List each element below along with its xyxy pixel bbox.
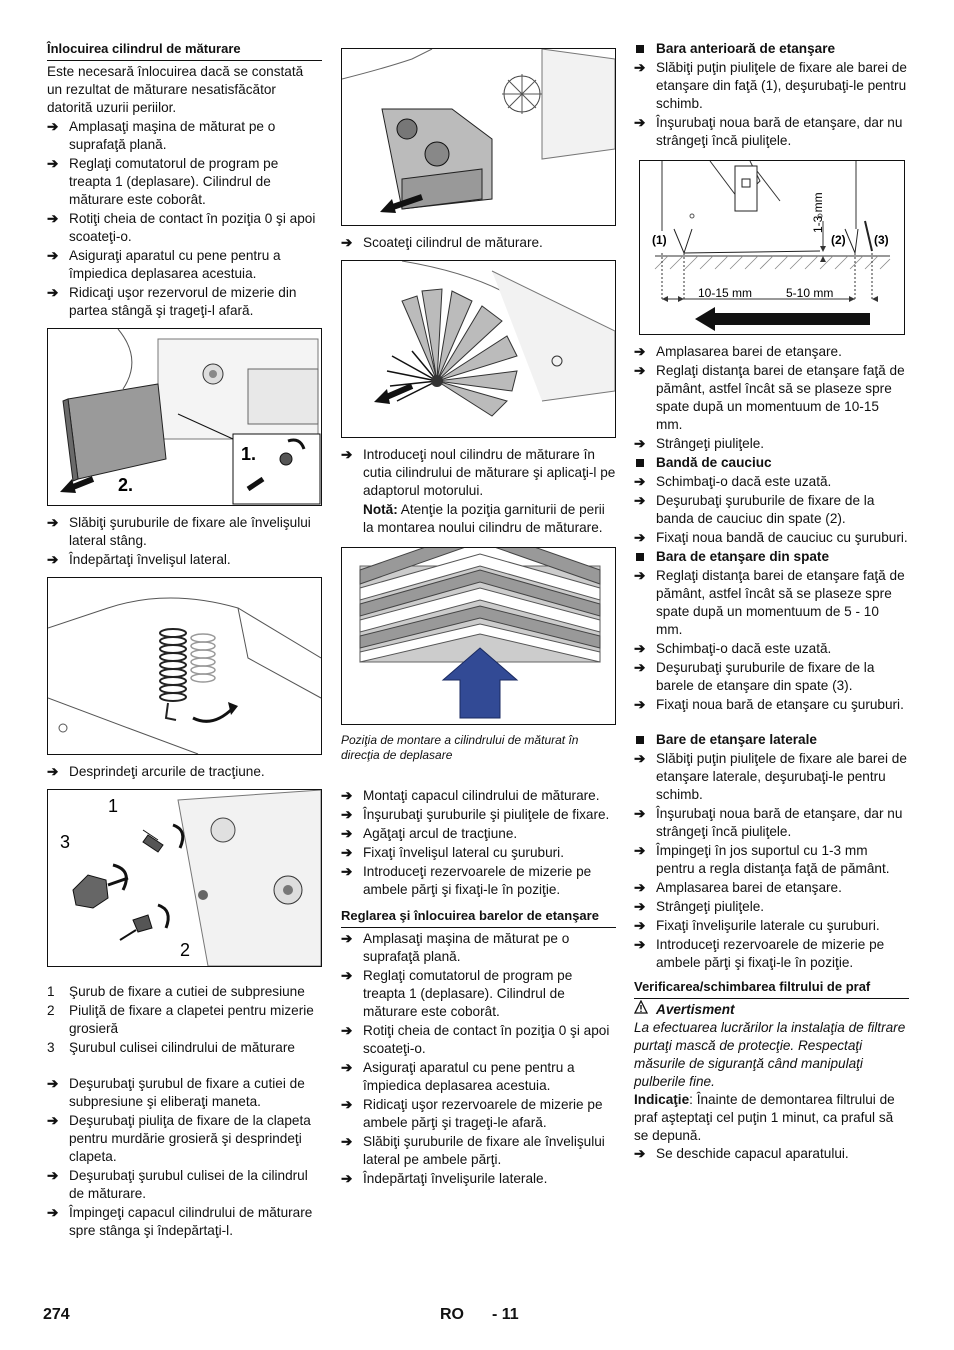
step-item: ➔ Fixaţi noua bandă de cauciuc cu şuruburi. — [634, 530, 908, 545]
step-item: ➔ Îndepărtaţi învelişurile laterale. — [341, 1171, 548, 1186]
step-item: ➔ Slăbiţi şuruburile de fixare ale învelişului lateral pe ambele părţi. — [341, 1134, 605, 1167]
step-item: ➔ Introduceţi rezervoarele de mizerie pe ambele părţi şi fixaţi-le în poziţie. — [341, 864, 592, 897]
arrow-icon: ➔ — [634, 697, 646, 712]
figure-brush-direction — [341, 547, 616, 725]
arrow-icon: ➔ — [634, 60, 646, 75]
arrow-icon: ➔ — [47, 211, 59, 226]
arrow-icon: ➔ — [634, 843, 646, 858]
step-item: ➔ Slăbiţi şuruburile de fixare ale învelişului lateral stâng. — [47, 515, 311, 548]
step-item: ➔ Reglaţi distanţa barei de etanşare faţă de pământ, astfel încât să se plaseze spre spate după un momentuum de 5 - 10 mm. — [634, 568, 905, 637]
arrow-icon: ➔ — [47, 156, 59, 171]
figure-side-cover — [47, 328, 322, 506]
warning-icon — [634, 1000, 648, 1019]
arrow-icon: ➔ — [634, 806, 646, 821]
note-text: Notă: Atenţie la poziţia garniturii de perii la montarea noului cilindru de măturare. — [363, 502, 605, 535]
arrow-icon: ➔ — [47, 1113, 59, 1128]
step-item: ➔ Strângeţi piuliţele. — [634, 899, 765, 914]
fig1-label-1: 1. — [241, 444, 257, 464]
legend-item: 3 Şurubul culisei cilindrului de măturare — [47, 1040, 295, 1055]
arrow-icon: ➔ — [634, 530, 646, 545]
figure-caption: Poziţia de montare a cilindrului de măturat în direcţia de deplasare — [341, 733, 579, 762]
figure-sealing-bars — [639, 160, 905, 335]
arrow-icon: ➔ — [341, 1134, 353, 1149]
legend-item: 1 Şurub de fixare a cutiei de subpresiune — [47, 984, 305, 999]
step-item: ➔ Reglaţi comutatorul de program pe treapta 1 (deplasare). Cilindrul de măturare este coborât. — [341, 968, 573, 1019]
step-item: ➔ Amplasarea barei de etanşare. — [634, 880, 842, 895]
fig-dim-5-10: 5-10 mm — [786, 286, 834, 300]
warning-text: La efectuarea lucrărilor la instalaţia de filtrare purtaţi mască de protecţie. Respectaţi măsurile de siguranţă când manipulaţi pulberile fine. — [634, 1020, 906, 1089]
step-item: ➔ Fixaţi învelişul lateral cu şuruburi. — [341, 845, 564, 860]
subheading-front-bar: Bara anterioară de etanşare — [634, 40, 909, 58]
arrow-icon: ➔ — [47, 1205, 59, 1220]
step-item: ➔ Înşurubaţi şuruburile şi piuliţele de fixare. — [341, 807, 610, 822]
arrow-icon: ➔ — [341, 788, 353, 803]
step-item: ➔ Deşurubaţi şuruburile de fixare de la barele de etanşare din spate (3). — [634, 660, 875, 693]
arrow-icon: ➔ — [634, 568, 646, 583]
arrow-icon: ➔ — [47, 1076, 59, 1091]
fig3-label-3: 3 — [60, 832, 71, 852]
step-item: ➔ Amplasaţi maşina de măturat pe o suprafaţă plană. — [47, 119, 276, 152]
arrow-icon: ➔ — [341, 845, 353, 860]
legend-list — [47, 983, 322, 1057]
step-item: ➔ Reglaţi distanţa barei de etanşare faţă de pământ, astfel încât să se plaseze spre spate după un momentuum de 10-15 mm. — [634, 363, 905, 432]
fig-label-1: (1) — [652, 233, 667, 247]
steps-list-sealing — [341, 930, 616, 1188]
legend-item: 2 Piuliţă de fixare a clapetei pentru mizerie grosieră — [47, 1003, 314, 1036]
step-item: ➔ Introduceţi noul cilindru de măturare în cutia cilindrului de măturare şi aplicaţi-l pe adaptorul motorului. — [341, 447, 616, 498]
step-item: ➔ Reglaţi comutatorul de program pe treapta 1 (deplasare). Cilindrul de măturare este coborât. — [47, 156, 279, 207]
section-heading-replace-roller: Înlocuirea cilindrul de măturare — [47, 40, 322, 61]
arrow-icon: ➔ — [341, 447, 353, 462]
arrow-icon: ➔ — [47, 285, 59, 300]
step-item: ➔ Amplasaţi maşina de măturat pe o suprafaţă plană. — [341, 931, 570, 964]
arrow-icon: ➔ — [634, 363, 646, 378]
arrow-icon: ➔ — [341, 1097, 353, 1112]
subheading-rear-bar: Bara de etanşare din spate — [634, 548, 909, 566]
step-item: ➔ Slăbiţi puţin piuliţele de fixare ale barei de etanşare din faţă (1), deşurubaţi-le pentru schimb. — [634, 60, 907, 111]
step-item: ➔ Asiguraţi aparatul cu pene pentru a împiedica deplasarea acestuia. — [47, 248, 281, 281]
arrow-icon: ➔ — [341, 1023, 353, 1038]
column-1 — [47, 40, 322, 1241]
step-item: ➔ Împingeţi în jos suportul cu 1-3 mm pentru a regla distanţa faţă de pământ. — [634, 843, 890, 876]
step-item: ➔ Înşurubaţi noua bară de etanşare, dar nu strângeţi încă piuliţele. — [634, 806, 903, 839]
arrow-icon: ➔ — [634, 641, 646, 656]
arrow-icon: ➔ — [634, 918, 646, 933]
arrow-icon: ➔ — [47, 248, 59, 263]
subheading-rubber-band: Bandă de cauciuc — [634, 454, 909, 472]
fig3-label-1: 1 — [108, 796, 119, 816]
fig-label-3: (3) — [874, 233, 889, 247]
step-item: ➔ Montaţi capacul cilindrului de măturare. — [341, 788, 600, 803]
figure-screws — [47, 789, 322, 967]
arrow-icon: ➔ — [634, 344, 646, 359]
step-item: ➔ Introduceţi rezervoarele de mizerie pe ambele părţi şi fixaţi-le în poziţie. — [634, 937, 885, 970]
arrow-icon: ➔ — [47, 764, 59, 779]
arrow-icon: ➔ — [634, 493, 646, 508]
step-item: ➔ Deşurubaţi şurubul de fixare a cutiei de subpresiune şi eliberaţi maneta. — [47, 1076, 305, 1109]
step-item: ➔ Fixaţi învelişurile laterale cu şuruburi. — [634, 918, 880, 933]
arrow-icon: ➔ — [341, 826, 353, 841]
fig3-label-2: 2 — [180, 940, 191, 960]
arrow-icon: ➔ — [47, 515, 59, 530]
fig-dim-1-3: 1-3 mm — [811, 192, 825, 233]
arrow-icon: ➔ — [341, 864, 353, 879]
arrow-icon: ➔ — [634, 474, 646, 489]
step-item: ➔ Scoateţi cilindrul de măturare. — [341, 235, 543, 250]
fig-dim-10-15: 10-15 mm — [698, 286, 753, 300]
arrow-icon: ➔ — [634, 115, 646, 130]
arrow-icon: ➔ — [341, 807, 353, 822]
arrow-icon: ➔ — [47, 1168, 59, 1183]
step-item: ➔ Schimbaţi-o dacă este uzată. — [634, 641, 832, 656]
figure-remove-roller — [341, 48, 616, 226]
arrow-icon: ➔ — [341, 235, 353, 250]
step-item: ➔ Înşurubaţi noua bară de etanşare, dar nu strângeţi încă piuliţele. — [634, 115, 903, 148]
arrow-icon: ➔ — [47, 119, 59, 134]
step-item: ➔ Ridicaţi uşor rezervorul de mizerie din partea stângă şi trageţi-l afară. — [47, 285, 297, 318]
arrow-icon: ➔ — [634, 751, 646, 766]
step-item: ➔ Asiguraţi aparatul cu pene pentru a împiedica deplasarea acestuia. — [341, 1060, 575, 1093]
arrow-icon: ➔ — [341, 1171, 353, 1186]
arrow-icon: ➔ — [634, 436, 646, 451]
step-item: ➔ Ridicaţi uşor rezervoarele de mizerie pe ambele părţi şi trageţi-le afară. — [341, 1097, 603, 1130]
step-item: ➔ Rotiţi cheia de contact în poziţia 0 şi apoi scoateţi-o. — [341, 1023, 610, 1056]
steps-list-1 — [47, 118, 322, 320]
arrow-icon: ➔ — [341, 931, 353, 946]
arrow-icon: ➔ — [47, 552, 59, 567]
fig-label-2: (2) — [831, 233, 846, 247]
steps-list-mount — [341, 787, 616, 899]
arrow-icon: ➔ — [634, 880, 646, 895]
arrow-icon: ➔ — [341, 1060, 353, 1075]
step-item: ➔ Rotiţi cheia de contact în poziţia 0 şi apoi scoateţi-o. — [47, 211, 316, 244]
step-item: ➔ Agăţaţi arcul de tracţiune. — [341, 826, 518, 841]
step-item: ➔ Desprindeţi arcurile de tracţiune. — [47, 764, 265, 779]
hint-text: Indicaţie: Înainte de demontarea filtrului de praf aşteptaţi cel puţin 1 minut, ca praful să se depună. — [634, 1092, 895, 1143]
section-heading-sealing-bars: Reglarea şi înlocuirea barelor de etanşare — [341, 907, 616, 928]
page-number: 274 — [43, 1306, 70, 1323]
step-item: ➔ Fixaţi noua bară de etanşare cu şuruburi. — [634, 697, 904, 712]
intro-text: Este necesară înlocuirea dacă se constată un rezultat de măturare nesatisfăcător datorită uzurii periilor. — [47, 64, 304, 115]
step-item: ➔ Îndepărtaţi învelişul lateral. — [47, 552, 231, 567]
step-item: ➔ Deşurubaţi piuliţa de fixare de la clapeta pentru murdărie grosieră şi desprindeţi clapeta. — [47, 1113, 311, 1164]
arrow-icon: ➔ — [634, 660, 646, 675]
step-item: ➔ Deşurubaţi şuruburile de fixare de la banda de cauciuc din spate (2). — [634, 493, 875, 526]
arrow-icon: ➔ — [634, 937, 646, 952]
step-item: ➔ Strângeţi piuliţele. — [634, 436, 765, 451]
figure-tension-spring — [47, 577, 322, 755]
arrow-icon: ➔ — [634, 899, 646, 914]
section-page-number: - 11 — [492, 1306, 519, 1323]
step-item: ➔ Împingeţi capacul cilindrului de măturare spre stânga şi îndepărtaţi-l. — [47, 1205, 313, 1238]
step-item: ➔ Deşurubaţi şurubul culisei de la cilindrul de măturare. — [47, 1168, 308, 1201]
figure-new-roller — [341, 260, 616, 438]
arrow-icon: ➔ — [634, 1146, 646, 1161]
language-code: RO — [440, 1306, 464, 1323]
arrow-icon: ➔ — [341, 968, 353, 983]
column-3 — [634, 40, 909, 1164]
section-heading-filter: Verificarea/schimbarea filtrului de praf — [634, 978, 909, 999]
subheading-side-bars: Bare de etanşare laterale — [634, 731, 909, 749]
column-2 — [341, 48, 616, 1189]
warning-heading: Avertisment — [634, 1001, 909, 1019]
step-item: ➔ Schimbaţi-o dacă este uzată. — [634, 474, 832, 489]
fig1-label-2: 2. — [118, 475, 134, 495]
step-item: ➔ Amplasarea barei de etanşare. — [634, 344, 842, 359]
step-item: ➔ Slăbiţi puţin piuliţele de fixare ale barei de etanşare laterale, deşurubaţi-le pentru schimb. — [634, 751, 907, 802]
step-item: ➔ Se deschide capacul aparatului. — [634, 1146, 849, 1161]
